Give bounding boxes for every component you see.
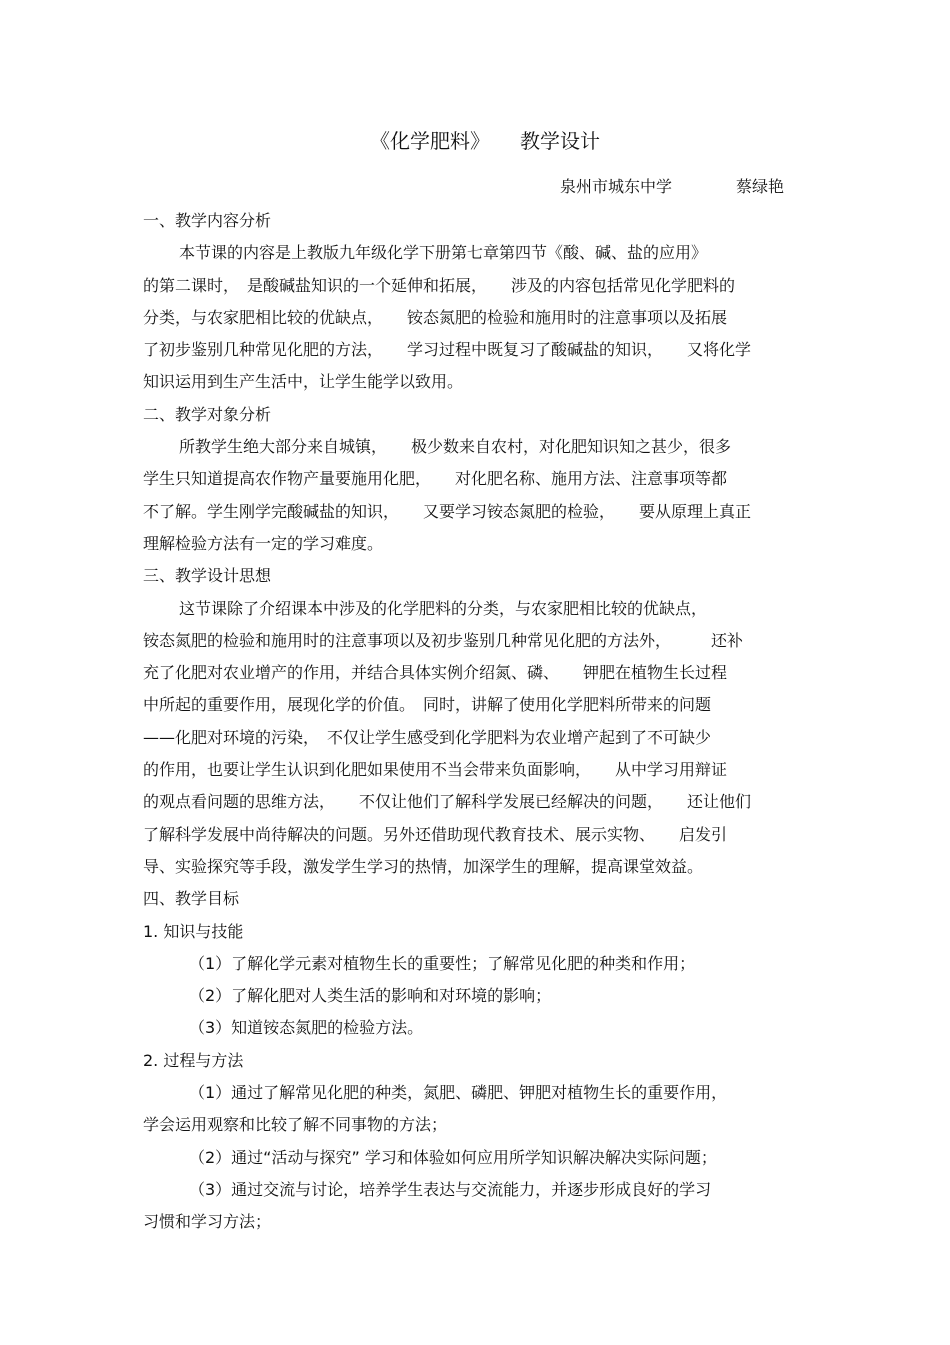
text-line: 了初步鉴别几种常见化肥的方法， 学习过程中既复习了酸碱盐的知识， 又将化学 (143, 340, 752, 360)
text-line: 学生只知道提高农作物产量要施用化肥， 对化肥名称、施用方法、注意事项等都 (143, 469, 728, 489)
text-line: 三、教学设计思想 (143, 566, 272, 586)
text-line: 学会运用观察和比较了解不同事物的方法； (143, 1115, 448, 1135)
text-line: （2）通过“活动与探究” 学习和体验如何应用所学知识解决解决实际问题； (189, 1147, 717, 1167)
text-line: （1）了解化学元素对植物生长的重要性；了解常见化肥的种类和作用； (189, 953, 696, 973)
text-line: 充了化肥对农业增产的作用，并结合具体实例介绍氮、磷、 钾肥在植物生长过程 (143, 663, 728, 683)
text-line: （3）知道铵态氮肥的检验方法。 (189, 1018, 424, 1038)
text-line: 知识运用到生产生活中，让学生能学以致用。 (143, 372, 464, 392)
text-line: ——化肥对环境的污染， 不仅让学生感受到化学肥料为农业增产起到了不可缺少 (143, 727, 712, 747)
text-line: 铵态氮肥的检验和施用时的注意事项以及初步鉴别几种常见化肥的方法外， 还补 (143, 630, 744, 650)
text-line: 四、教学目标 (143, 889, 240, 909)
document-title: 《化学肥料》 教学设计 (370, 129, 600, 153)
text-line: 分类，与农家肥相比较的优缺点， 铵态氮肥的检验和施用时的注意事项以及拓展 (143, 307, 728, 327)
text-line: 的作用，也要让学生认识到化肥如果使用不当会带来负面影响， 从中学习用辩证 (143, 760, 728, 780)
text-line: 一、教学内容分析 (143, 211, 272, 230)
text-line: 这节课除了介绍课本中涉及的化学肥料的分类，与农家肥相比较的优缺点， (179, 598, 708, 618)
text-line: 的观点看问题的思维方法， 不仅让他们了解科学发展已经解决的问题， 还让他们 (143, 792, 752, 812)
text-line: 导、实验探究等手段，激发学生学习的热情，加深学生的理解，提高课堂效益。 (143, 856, 704, 876)
text-line: 中所起的重要作用，展现化学的价值。 同时，讲解了使用化学肥料所带来的问题 (143, 695, 712, 715)
author-line: 泉州市城东中学 蔡绿艳 (560, 177, 785, 196)
text-line: （2）了解化肥对人类生活的影响和对环境的影响； (189, 986, 552, 1006)
text-line: （3）通过交流与讨论，培养学生表达与交流能力，并逐步形成良好的学习 (189, 1179, 712, 1199)
text-line: 不了解。学生刚学完酸碱盐的知识， 又要学习铵态氮肥的检验， 要从原理上真正 (143, 501, 752, 521)
text-line: （1）通过了解常见化肥的种类，氮肥、磷肥、钾肥对植物生长的重要作用， (189, 1083, 728, 1103)
text-line: 理解检验方法有一定的学习难度。 (143, 533, 384, 553)
text-line: 的第二课时， 是酸碱盐知识的一个延伸和拓展， 涉及的内容包括常见化学肥料的 (143, 275, 736, 295)
text-line: 2. 过程与方法 (143, 1050, 244, 1070)
text-line: 所教学生绝大部分来自城镇， 极少数来自农村，对化肥知识知之甚少，很多 (179, 437, 732, 457)
text-line: 了解科学发展中尚待解决的问题。另外还借助现代教育技术、展示实物、 启发引 (143, 824, 728, 844)
document-body (143, 205, 808, 1239)
text-line: 习惯和学习方法； (143, 1212, 272, 1232)
text-line: 1. 知识与技能 (143, 921, 244, 941)
text-line: 本节课的内容是上教版九年级化学下册第七章第四节《酸、碱、盐的应用》 (179, 243, 708, 263)
text-line: 二、教学对象分析 (143, 404, 272, 424)
